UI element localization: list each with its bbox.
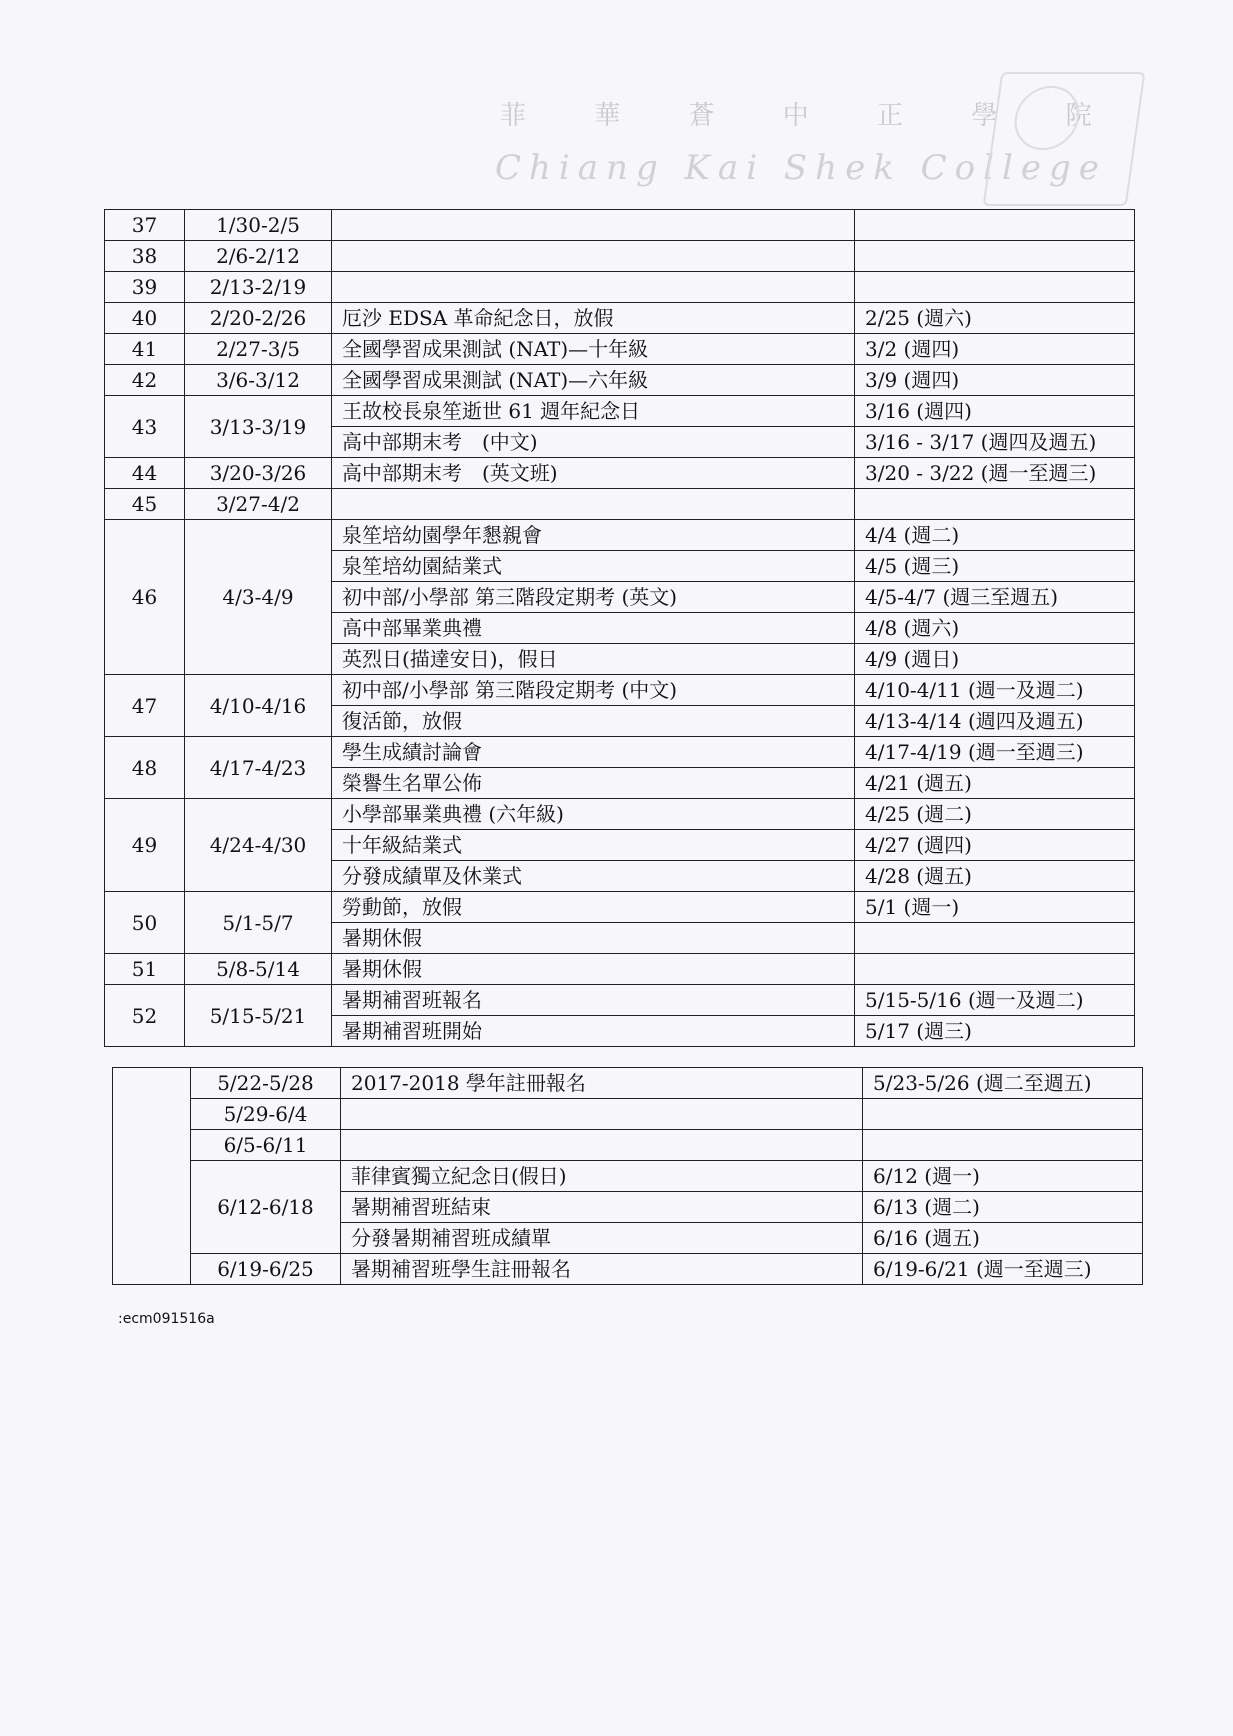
event-name: 十年級結業式 [332,830,855,861]
event-date: 4/5 (週三) [855,551,1135,582]
table-row [105,365,1135,396]
event-name: 初中部/小學部 第三階段定期考 (中文) [332,675,855,706]
event-date: 6/13 (週二) [863,1192,1143,1223]
event-name: 小學部畢業典禮 (六年級) [332,799,855,830]
week-number: 43 [105,396,185,458]
week-dates: 4/17-4/23 [185,737,332,799]
week-number: 39 [105,272,185,303]
event-date: 5/17 (週三) [855,1016,1135,1047]
table-row [105,892,1135,923]
table-row [105,396,1135,427]
week-dates: 3/20-3/26 [185,458,332,489]
event-date: 4/21 (週五) [855,768,1135,799]
week-number: 42 [105,365,185,396]
week-dates: 6/12-6/18 [191,1161,341,1254]
event-name [332,210,855,241]
document-code: :ecm091516a [118,1311,215,1327]
week-number [113,1068,191,1285]
calendar-table-a [104,209,1135,1047]
week-dates: 5/8-5/14 [185,954,332,985]
event-date: 6/16 (週五) [863,1223,1143,1254]
event-date [863,1130,1143,1161]
event-name: 泉笙培幼園結業式 [332,551,855,582]
event-date: 4/4 (週二) [855,520,1135,551]
event-name: 全國學習成果測試 (NAT)—六年級 [332,365,855,396]
event-name: 2017-2018 學年註冊報名 [341,1068,863,1099]
event-date: 3/2 (週四) [855,334,1135,365]
table-row [113,1161,1143,1192]
table-row [105,334,1135,365]
event-name [332,241,855,272]
table-row [105,210,1135,241]
table-row [105,303,1135,334]
table-row [105,272,1135,303]
table-row [113,1068,1143,1099]
week-dates: 2/20-2/26 [185,303,332,334]
event-name [341,1099,863,1130]
table-row [105,737,1135,768]
event-date: 6/12 (週一) [863,1161,1143,1192]
calendar-table-b [112,1067,1143,1285]
week-number: 45 [105,489,185,520]
event-name: 復活節，放假 [332,706,855,737]
event-date: 5/23-5/26 (週二至週五) [863,1068,1143,1099]
event-name: 榮譽生名單公佈 [332,768,855,799]
week-dates: 5/22-5/28 [191,1068,341,1099]
table-row [105,985,1135,1016]
event-name: 學生成績討論會 [332,737,855,768]
letterhead-title: 菲 華 蒼 中 正 學 院 [500,101,1122,131]
event-date: 3/16 (週四) [855,396,1135,427]
event-name: 高中部畢業典禮 [332,613,855,644]
event-date: 4/17-4/19 (週一至週三) [855,737,1135,768]
table-row [105,520,1135,551]
event-date: 5/1 (週一) [855,892,1135,923]
table-row [113,1254,1143,1285]
table-row [105,489,1135,520]
week-dates: 5/15-5/21 [185,985,332,1047]
event-name: 英烈日(描達安日)，假日 [332,644,855,675]
event-date: 4/5-4/7 (週三至週五) [855,582,1135,613]
week-number: 44 [105,458,185,489]
school-logo [983,72,1146,206]
week-number: 48 [105,737,185,799]
week-number: 40 [105,303,185,334]
event-date [855,272,1135,303]
event-name: 暑期補習班學生註冊報名 [341,1254,863,1285]
event-date: 2/25 (週六) [855,303,1135,334]
event-name: 暑期補習班開始 [332,1016,855,1047]
week-number: 49 [105,799,185,892]
event-date [855,489,1135,520]
event-date [855,210,1135,241]
event-date: 3/9 (週四) [855,365,1135,396]
week-number: 46 [105,520,185,675]
week-dates: 5/1-5/7 [185,892,332,954]
event-name: 菲律賓獨立紀念日(假日) [341,1161,863,1192]
event-name: 全國學習成果測試 (NAT)—十年級 [332,334,855,365]
event-date: 3/20 - 3/22 (週一至週三) [855,458,1135,489]
week-number: 52 [105,985,185,1047]
event-name: 高中部期末考 (中文) [332,427,855,458]
week-dates: 2/6-2/12 [185,241,332,272]
event-date: 4/8 (週六) [855,613,1135,644]
event-date: 5/15-5/16 (週一及週二) [855,985,1135,1016]
event-name: 厄沙 EDSA 革命紀念日，放假 [332,303,855,334]
event-date: 4/25 (週二) [855,799,1135,830]
event-name: 勞動節，放假 [332,892,855,923]
event-name: 暑期補習班報名 [332,985,855,1016]
week-number: 41 [105,334,185,365]
week-dates: 2/27-3/5 [185,334,332,365]
event-date: 6/19-6/21 (週一至週三) [863,1254,1143,1285]
week-dates: 5/29-6/4 [191,1099,341,1130]
week-dates: 1/30-2/5 [185,210,332,241]
week-number: 50 [105,892,185,954]
event-name: 暑期休假 [332,923,855,954]
table-row [105,799,1135,830]
event-date: 4/27 (週四) [855,830,1135,861]
week-dates: 2/13-2/19 [185,272,332,303]
table-row [105,675,1135,706]
event-name: 王故校長泉笙逝世 61 週年紀念日 [332,396,855,427]
table-row [105,241,1135,272]
week-dates: 4/24-4/30 [185,799,332,892]
event-name [332,272,855,303]
week-number: 37 [105,210,185,241]
event-name: 高中部期末考 (英文班) [332,458,855,489]
week-number: 51 [105,954,185,985]
event-date: 3/16 - 3/17 (週四及週五) [855,427,1135,458]
week-dates: 6/19-6/25 [191,1254,341,1285]
table-row [105,458,1135,489]
event-date: 4/28 (週五) [855,861,1135,892]
week-number: 38 [105,241,185,272]
event-name [341,1130,863,1161]
event-name: 分發暑期補習班成績單 [341,1223,863,1254]
week-dates: 3/27-4/2 [185,489,332,520]
table-row [113,1099,1143,1130]
event-name: 分發成績單及休業式 [332,861,855,892]
week-dates: 3/6-3/12 [185,365,332,396]
week-dates: 4/10-4/16 [185,675,332,737]
week-dates: 4/3-4/9 [185,520,332,675]
table-row [105,954,1135,985]
event-name: 泉笙培幼園學年懇親會 [332,520,855,551]
event-date [855,241,1135,272]
letterhead-subtitle: Chiang Kai Shek College [495,148,1107,188]
week-dates: 3/13-3/19 [185,396,332,458]
event-date [863,1099,1143,1130]
event-name [332,489,855,520]
event-name: 暑期休假 [332,954,855,985]
event-date: 4/9 (週日) [855,644,1135,675]
event-date: 4/10-4/11 (週一及週二) [855,675,1135,706]
event-date: 4/13-4/14 (週四及週五) [855,706,1135,737]
week-number: 47 [105,675,185,737]
event-name: 初中部/小學部 第三階段定期考 (英文) [332,582,855,613]
week-dates: 6/5-6/11 [191,1130,341,1161]
event-date [855,954,1135,985]
event-date [855,923,1135,954]
table-row [113,1130,1143,1161]
event-name: 暑期補習班結束 [341,1192,863,1223]
